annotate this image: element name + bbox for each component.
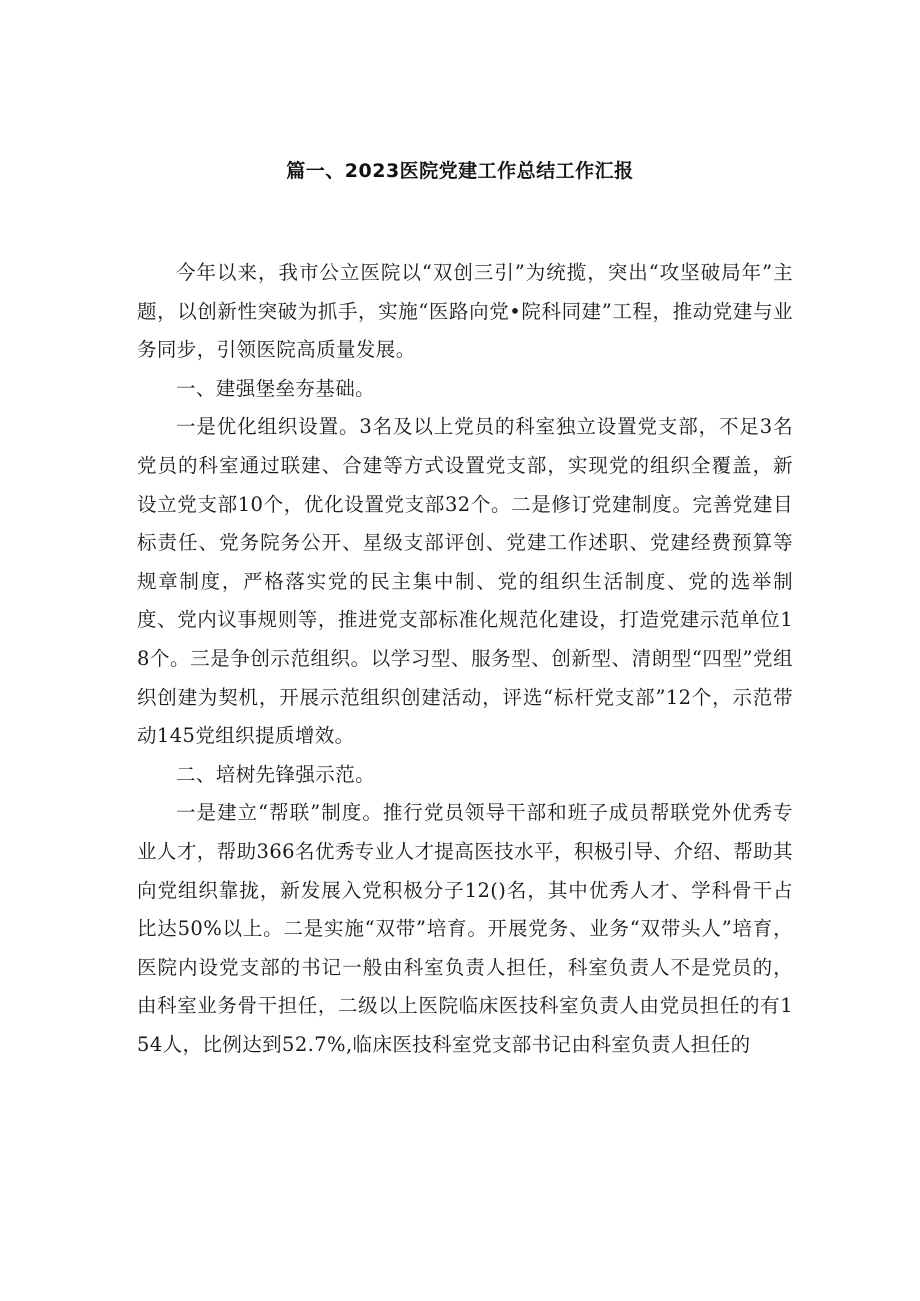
intro-paragraph: 今年以来，我市公立医院以“双创三引”为统揽，突出“攻坚破局年”主题，以创新性突破为抓手，实施“医路向党•院科同建”工程，推动党建与业务同步，引领医院高质量发展。 — [137, 261, 793, 362]
section-2-paragraph: 一是建立“帮联”制度。推行党员领导干部和班子成员帮联党外优秀专业人才，帮助366名优秀专业人才提高医技水平，积极引导、介绍、帮助其向党组织靠拢，新发展入党积极分子12()名，其中优秀人才、学科骨干占比达50%以上。二是实施“双带”培育。开展党务、业务“双带头人”培育，医院内设党支部的书记一般由科室负责人担任，科室负责人不是党员的，由科室业务骨干担任，二级以上医院临床医技科室负责人由党员担任的有154人，比例达到52.7%,临床医技科室党支部书记由科室负责人担任的 — [137, 801, 793, 1056]
document-body — [137, 254, 793, 1064]
section-heading-1: 一、建强堡垒夯基础。 — [176, 376, 376, 400]
section-1-paragraph: 一是优化组织设置。3名及以上党员的科室独立设置党支部，不足3名党员的科室通过联建、合建等方式设置党支部，实现党的组织全覆盖，新设立党支部10个，优化设置党支部32个。二是修订党建制度。完善党建目标责任、党务院务公开、星级支部评创、党建工作述职、党建经费预算等规章制度，严格落实党的民主集中制、党的组织生活制度、党的选举制度、党内议事规则等，推进党支部标准化规范化建设，打造党建示范单位18个。三是争创示范组织。以学习型、服务型、创新型、清朗型“四型”党组织创建为契机，开展示范组织创建活动，评选“标杆党支部”12个，示范带动145党组织提质增效。 — [137, 415, 793, 748]
document-title: 篇一、2023医院党建工作总结工作汇报 — [286, 160, 634, 182]
section-heading-2: 二、培树先锋强示范。 — [176, 762, 376, 786]
